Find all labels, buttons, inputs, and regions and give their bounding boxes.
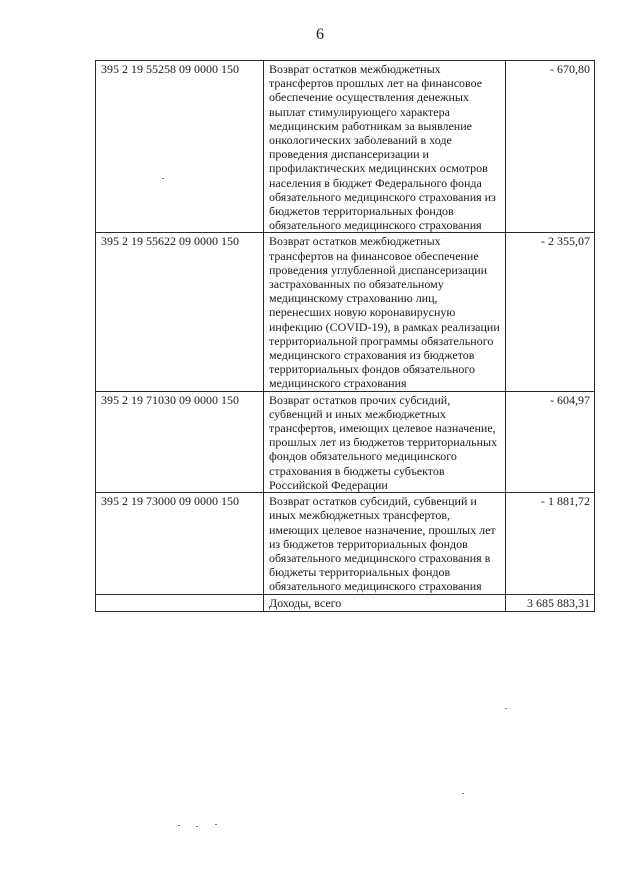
row-code: 395 2 19 55622 09 0000 150 — [96, 233, 264, 391]
total-label: Доходы, всего — [264, 594, 506, 611]
scan-speck — [462, 793, 464, 794]
scan-speck — [178, 825, 180, 826]
row-amount: - 604,97 — [506, 391, 595, 492]
row-description: Возврат остатков межбюджетных трансфертов прошлых лет на финансовое обеспечение осуществления денежных выплат стимулирующего характера медицинским работникам за выявление онкологических заболеваний в ходе проведения диспансеризации и профилактических медицинских осмотров населения в бюджет Федерального фонда обязательного медицинского страхования из бюджетов территориальных фондов обязательного медицинского страхования — [264, 61, 506, 233]
total-row — [96, 594, 595, 611]
row-code: 395 2 19 71030 09 0000 150 — [96, 391, 264, 492]
row-code: 395 2 19 73000 09 0000 150 — [96, 493, 264, 594]
page-number: 6 — [316, 26, 324, 43]
revenue-table — [95, 60, 595, 612]
table-row — [96, 61, 595, 233]
row-amount: - 670,80 — [506, 61, 595, 233]
row-description: Возврат остатков прочих субсидий, субвенций и иных межбюджетных трансфертов, имеющих целевое назначение, прошлых лет из бюджетов территориальных фондов обязательного медицинского страхования в бюджеты субъектов Российской Федерации — [264, 391, 506, 492]
row-code: 395 2 19 55258 09 0000 150 — [96, 61, 264, 233]
row-description: Возврат остатков субсидий, субвенций и иных межбюджетных трансфертов, имеющих целевое назначение, прошлых лет из бюджетов территориальных фондов обязательного медицинского страхования в бюджеты территориальных фондов обязательного медицинского страхования — [264, 493, 506, 594]
total-amount: 3 685 883,31 — [506, 594, 595, 611]
scan-speck — [505, 708, 507, 709]
scan-speck — [215, 824, 217, 825]
row-amount: - 1 881,72 — [506, 493, 595, 594]
total-code — [96, 594, 264, 611]
scan-speck — [196, 826, 198, 827]
table-row — [96, 391, 595, 492]
row-amount: - 2 355,07 — [506, 233, 595, 391]
table-row — [96, 233, 595, 391]
row-description: Возврат остатков межбюджетных трансфертов на финансовое обеспечение проведения углубленной диспансеризации застрахованных по обязательному медицинскому страхованию лиц, перенесших новую коронавирусную инфекцию (COVID-19), в рамках реализации территориальной программы обязательного медицинского страхования из бюджетов территориальных фондов обязательного медицинского страхования — [264, 233, 506, 391]
table-row — [96, 493, 595, 594]
scan-speck — [162, 178, 164, 179]
